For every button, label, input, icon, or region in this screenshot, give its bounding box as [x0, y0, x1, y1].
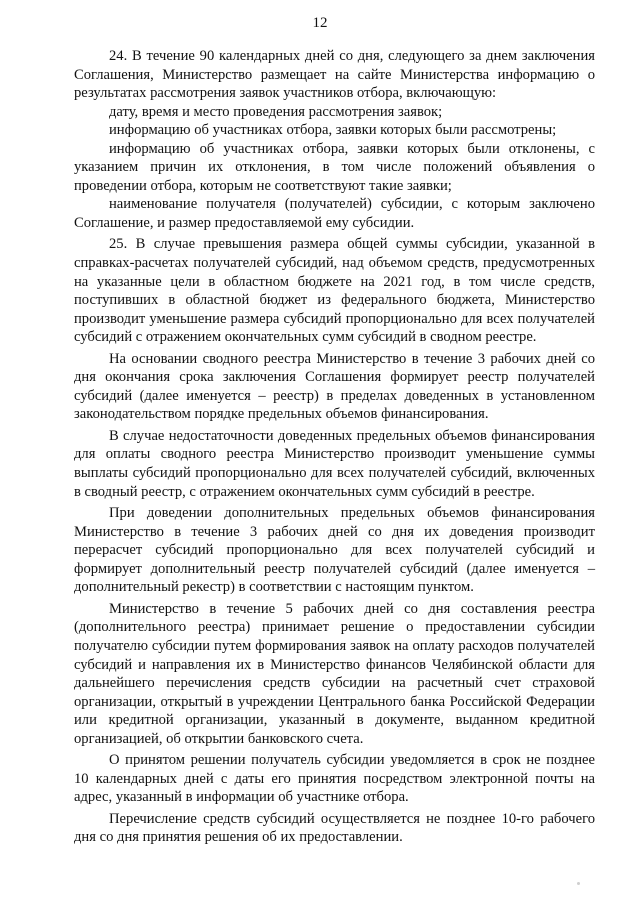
paragraph-registry: На основании сводного реестра Министерство в течение 3 рабочих дней со дня окончания срока заключения Соглашения формирует реестр получателей субсидий (далее именуется – реестр) в пределах доведенных в установленном законодательством порядке предельных объемов финансирования.	[74, 350, 595, 423]
page-number: 12	[312, 15, 328, 31]
list-item-rejected: информацию об участниках отбора, заявки которых были отклонены, с указанием причин их отклонения, в том числе положений объявления о проведении отбора, которым не соответствуют такие заявки;	[74, 140, 595, 194]
document-body	[74, 47, 595, 847]
scan-dot	[577, 882, 580, 885]
paragraph-notification: О принятом решении получатель субсидии уведомляется в срок не позднее 10 календарных дней с даты его принятия посредством электронной почты на адрес, указанный в информации об участнике отбора.	[74, 752, 595, 806]
list-item-reviewed: информацию об участниках отбора, заявки которых были рассмотрены;	[109, 122, 557, 139]
paragraph-25: 25. В случае превышения размера общей суммы субсидии, указанной в справках-расчетах получателей субсидий, над объемом средств, предусмотренных на указанные цели в областном бюджете на 2021 год, в том числе средств, поступивших в областной бюджет из федерального бюджета, Министерство производит уменьшение размера субсидий пропорционально для всех получателей субсидий с отражением окончательных сумм субсидий в сводном реестре.	[74, 236, 595, 346]
list-item-recipient: наименование получателя (получателей) субсидии, с которым заключено Соглашение, и размер предоставляемой ему субсидии.	[74, 196, 595, 231]
paragraph-additional-funding: При доведении дополнительных предельных объемов финансирования Министерство в течение 3 рабочих дней со дня их доведения производит перерасчет субсидий пропорционально для всех получателей субсидий и формирует дополнительный реестр получателей субсидий (далее именуется – дополнительный рекестр) в соответствии с настоящим пунктом.	[74, 505, 595, 596]
paragraph-24: 24. В течение 90 календарных дней со дня, следующего за днем заключения Соглашения, Министерство размещает на сайте Министерства информацию о результатах рассмотрения заявок участников отбора, включающую:	[74, 48, 595, 102]
paragraph-insufficient-funding: В случае недостаточности доведенных предельных объемов финансирования для оплаты сводного реестра Министерство производит уменьшение суммы выплаты субсидий пропорционально для всех получателей субсидий, включенных в сводный реестр, с отражением окончательных сумм субсидий в реестре.	[74, 427, 595, 500]
paragraph-decision: Министерство в течение 5 рабочих дней со дня составления реестра (дополнительного реестра) принимает решение о предоставлении субсидии получателю субсидии путем формирования заявок на оплату расходов получателей субсидий и направления их в Министерство финансов Челябинской области для дальнейшего перечисления средств субсидии на расчетный счет страховой организации, открытый в учреждении Центрального банка Российской Федерации или кредитной организации, указанный в документе, выданном кредитной организацией, об открытии банковского счета.	[74, 600, 595, 747]
paragraph-transfer: Перечисление средств субсидий осуществляется не позднее 10-го рабочего дня со дня принятия решения об их предоставлении.	[74, 810, 595, 846]
list-item-date: дату, время и место проведения рассмотрения заявок;	[109, 103, 443, 120]
